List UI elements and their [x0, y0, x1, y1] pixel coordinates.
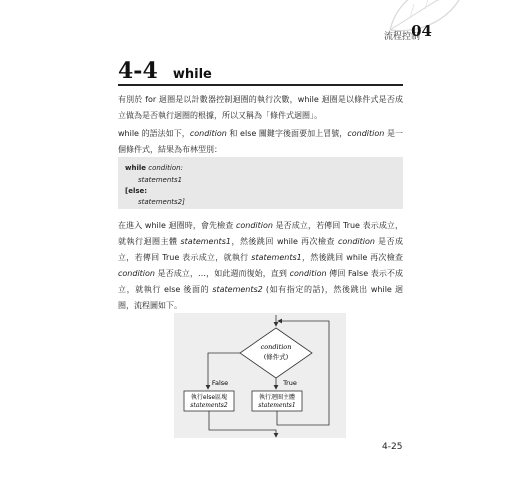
text-run-italic: statements2: [212, 285, 263, 294]
paragraph-syntax: [118, 126, 403, 158]
text-run: 是一個條件式，結果為布林型別：: [118, 129, 403, 154]
exit-arrow: [209, 411, 276, 437]
page-number: 4-25: [382, 442, 403, 452]
condition-sub-label: (條件式): [263, 353, 289, 361]
text-run: ，然後跳回 while 再次檢查: [230, 237, 338, 246]
text-run-italic: condition: [289, 269, 327, 278]
body-box-label: 執行迴圈主體: [258, 394, 296, 401]
text-run: 是否成立，…，如此週而復始，直到: [155, 269, 290, 278]
text-run-italic: condition: [337, 237, 375, 246]
code-keyword: [else:: [125, 187, 148, 195]
text-run: 和 else 關鍵字後面要加上冒號，: [226, 129, 348, 138]
true-label: True: [283, 379, 297, 387]
text-run: 是否成立，若傳回 True 表示成立，就執行迴圈主體: [118, 221, 404, 246]
code-statement: statements2]: [138, 198, 185, 206]
section-heading: [118, 58, 403, 84]
code-keyword: while: [125, 164, 146, 172]
text-run: 在進入 while 迴圈時，會先檢查: [118, 221, 236, 230]
flowchart: [174, 313, 346, 438]
text-run: 是否成立，若傳回 True 表示成立，就執行: [118, 237, 404, 262]
text-run: ，然後跳回 while 再次檢查: [301, 253, 403, 262]
section-title: while: [172, 67, 212, 82]
text-run-italic: condition: [189, 129, 227, 138]
condition-label: condition: [260, 343, 292, 351]
text-run-italic: condition: [235, 221, 273, 230]
heading-rule: [118, 84, 403, 86]
text-run: 傳回 False 表示不成立，就執行 else 後面的: [118, 269, 403, 294]
else-box-label: 執行else區塊: [190, 394, 228, 401]
chapter-title: 流程控制: [383, 32, 420, 42]
else-box-statements: statements2: [190, 402, 228, 409]
flowchart-panel: [174, 313, 346, 438]
code-statement: statements1: [138, 176, 183, 184]
text-run: (如有指定的話)，然後跳出 while 迴圈，流程圖如下。: [118, 285, 403, 310]
text-run-italic: statements1: [180, 237, 231, 246]
section-number: 4-4: [118, 58, 158, 84]
code-line-3: [125, 187, 147, 195]
text-run-italic: condition: [347, 129, 385, 138]
code-line-1: [125, 164, 183, 172]
code-condition: condition:: [146, 164, 183, 172]
paragraph-intro: 有別於 for 迴圈是以計數器控制迴圈的執行次數，while 迴圈是以條件式是否成立做為是否執行迴圈的根據，所以又稱為「條件式迴圈」。: [118, 95, 403, 120]
false-label: False: [211, 379, 229, 387]
code-line-4: [138, 198, 185, 206]
code-line-2: [138, 176, 182, 184]
paragraph-explanation: [118, 218, 403, 314]
text-run: while 的語法如下，: [118, 129, 190, 138]
text-run-italic: statements1: [251, 253, 302, 262]
text-run-italic: condition: [118, 269, 155, 278]
chapter-number: 04: [411, 22, 432, 40]
body-box-statements: statements1: [258, 402, 296, 409]
code-block: [118, 157, 403, 209]
